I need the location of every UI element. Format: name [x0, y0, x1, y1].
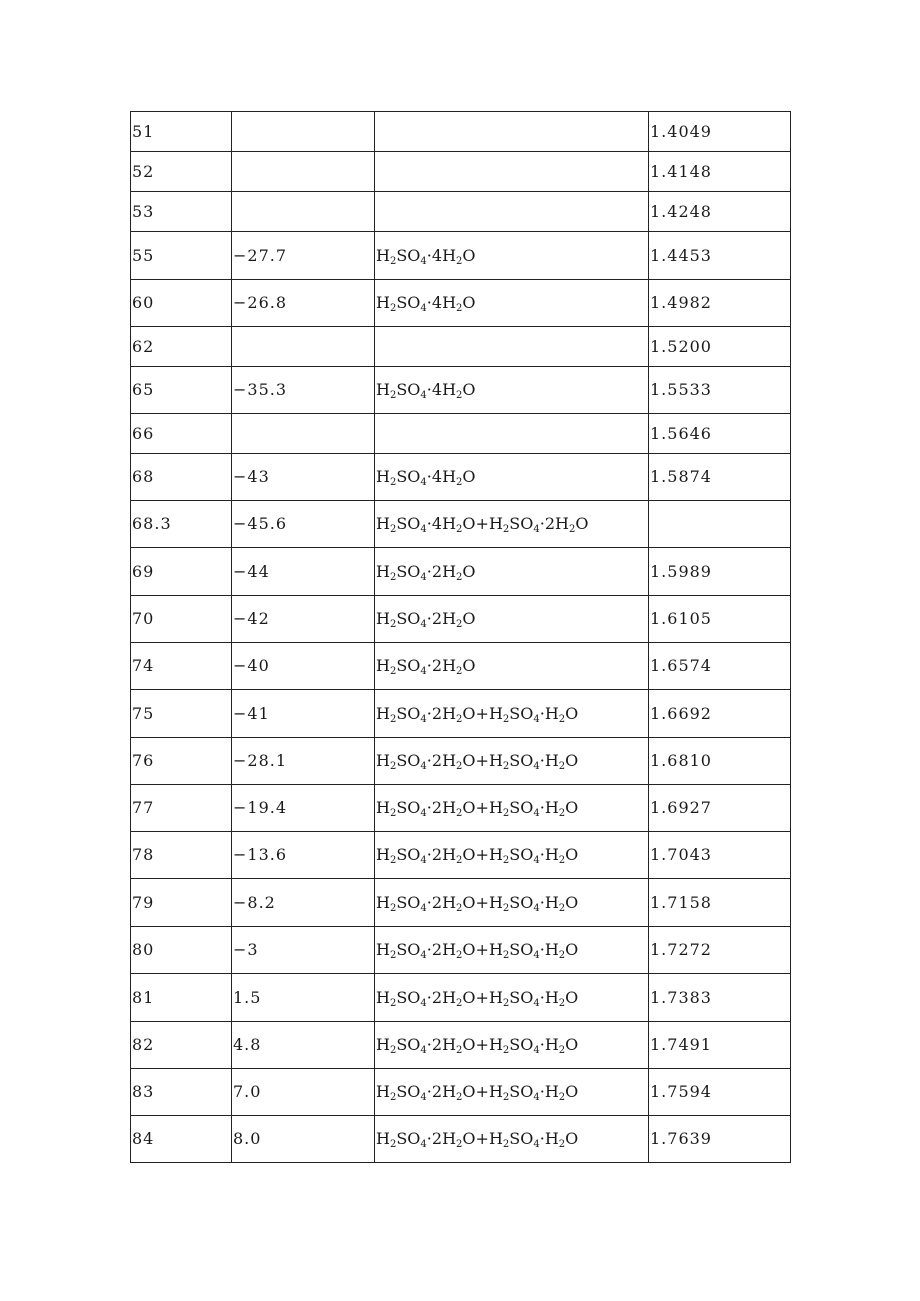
solid-phase-cell: $H_2SO_4\cdot 2H_2O$: [375, 548, 649, 596]
freezing-point-cell: −41: [232, 690, 375, 738]
concentration-cell: 60: [131, 280, 232, 327]
solid-phase-cell: $H_2SO_4\cdot 4H_2O+H_2SO_4\cdot 2H_2O$: [375, 501, 649, 548]
solid-phase-cell: $H_2SO_4\cdot 4H_2O$: [375, 367, 649, 414]
table-row: [131, 974, 791, 1022]
density-cell: 1.5200: [649, 327, 791, 367]
concentration-cell: 69: [131, 548, 232, 596]
table-row: [131, 879, 791, 927]
concentration-cell: 51: [131, 112, 232, 152]
density-cell: 1.4049: [649, 112, 791, 152]
table-row: [131, 1069, 791, 1116]
freezing-point-cell: −27.7: [232, 232, 375, 280]
table-row: [131, 596, 791, 643]
solid-phase-cell: $H_2SO_4\cdot 2H_2O$: [375, 643, 649, 690]
solid-phase-cell: [375, 152, 649, 192]
solid-phase-cell: [375, 192, 649, 232]
density-cell: [649, 501, 791, 548]
density-cell: 1.4248: [649, 192, 791, 232]
solid-phase-cell: [375, 414, 649, 454]
freezing-point-cell: [232, 152, 375, 192]
solid-phase-cell: $H_2SO_4\cdot 2H_2O+H_2SO_4\cdot H_2O$: [375, 1022, 649, 1069]
concentration-cell: 83: [131, 1069, 232, 1116]
table-row: [131, 454, 791, 501]
table-row: [131, 414, 791, 454]
solid-phase-cell: $H_2SO_4\cdot 4H_2O$: [375, 280, 649, 327]
density-cell: 1.7383: [649, 974, 791, 1022]
density-cell: 1.7491: [649, 1022, 791, 1069]
freezing-point-cell: −28.1: [232, 738, 375, 785]
freezing-point-cell: −8.2: [232, 879, 375, 927]
density-cell: 1.5989: [649, 548, 791, 596]
density-cell: 1.7158: [649, 879, 791, 927]
solid-phase-cell: $H_2SO_4\cdot 4H_2O$: [375, 454, 649, 501]
sulfuric-acid-freezing-table: [130, 111, 791, 1163]
table-row: [131, 1022, 791, 1069]
concentration-cell: 70: [131, 596, 232, 643]
solid-phase-cell: $H_2SO_4\cdot 4H_2O$: [375, 232, 649, 280]
concentration-cell: 82: [131, 1022, 232, 1069]
table-row: [131, 548, 791, 596]
table-row: [131, 327, 791, 367]
density-cell: 1.6810: [649, 738, 791, 785]
freezing-point-cell: −19.4: [232, 785, 375, 832]
solid-phase-cell: [375, 112, 649, 152]
density-cell: 1.6692: [649, 690, 791, 738]
concentration-cell: 81: [131, 974, 232, 1022]
concentration-cell: 76: [131, 738, 232, 785]
concentration-cell: 65: [131, 367, 232, 414]
table-row: [131, 280, 791, 327]
freezing-point-cell: −44: [232, 548, 375, 596]
density-cell: 1.4148: [649, 152, 791, 192]
table-row: [131, 1116, 791, 1163]
solid-phase-cell: $H_2SO_4\cdot 2H_2O+H_2SO_4\cdot H_2O$: [375, 879, 649, 927]
density-cell: 1.6574: [649, 643, 791, 690]
solid-phase-cell: $H_2SO_4\cdot 2H_2O+H_2SO_4\cdot H_2O$: [375, 785, 649, 832]
concentration-cell: 78: [131, 832, 232, 879]
solid-phase-cell: $H_2SO_4\cdot 2H_2O+H_2SO_4\cdot H_2O$: [375, 690, 649, 738]
density-cell: 1.7272: [649, 927, 791, 974]
freezing-point-cell: [232, 192, 375, 232]
table-row: [131, 785, 791, 832]
freezing-point-cell: 8.0: [232, 1116, 375, 1163]
freezing-point-cell: [232, 112, 375, 152]
table-body: [131, 112, 791, 1163]
freezing-point-cell: −42: [232, 596, 375, 643]
solid-phase-cell: [375, 327, 649, 367]
table-row: [131, 232, 791, 280]
table-row: [131, 643, 791, 690]
solid-phase-cell: $H_2SO_4\cdot 2H_2O+H_2SO_4\cdot H_2O$: [375, 1069, 649, 1116]
density-cell: 1.5646: [649, 414, 791, 454]
density-cell: 1.7043: [649, 832, 791, 879]
freezing-point-cell: [232, 414, 375, 454]
concentration-cell: 77: [131, 785, 232, 832]
freezing-point-cell: 4.8: [232, 1022, 375, 1069]
table-row: [131, 192, 791, 232]
concentration-cell: 66: [131, 414, 232, 454]
density-cell: 1.6927: [649, 785, 791, 832]
density-cell: 1.6105: [649, 596, 791, 643]
freezing-point-cell: 7.0: [232, 1069, 375, 1116]
table-row: [131, 152, 791, 192]
solid-phase-cell: $H_2SO_4\cdot 2H_2O$: [375, 596, 649, 643]
freezing-point-cell: [232, 327, 375, 367]
table-row: [131, 927, 791, 974]
concentration-cell: 53: [131, 192, 232, 232]
table-row: [131, 738, 791, 785]
table-row: [131, 112, 791, 152]
freezing-point-cell: −3: [232, 927, 375, 974]
solid-phase-cell: $H_2SO_4\cdot 2H_2O+H_2SO_4\cdot H_2O$: [375, 927, 649, 974]
table-row: [131, 501, 791, 548]
density-cell: 1.7594: [649, 1069, 791, 1116]
concentration-cell: 79: [131, 879, 232, 927]
freezing-point-cell: −13.6: [232, 832, 375, 879]
freezing-point-cell: 1.5: [232, 974, 375, 1022]
concentration-cell: 52: [131, 152, 232, 192]
concentration-cell: 74: [131, 643, 232, 690]
concentration-cell: 68: [131, 454, 232, 501]
table-row: [131, 367, 791, 414]
concentration-cell: 84: [131, 1116, 232, 1163]
solid-phase-cell: $H_2SO_4\cdot 2H_2O+H_2SO_4\cdot H_2O$: [375, 974, 649, 1022]
density-cell: 1.7639: [649, 1116, 791, 1163]
solid-phase-cell: $H_2SO_4\cdot 2H_2O+H_2SO_4\cdot H_2O$: [375, 738, 649, 785]
concentration-cell: 75: [131, 690, 232, 738]
density-cell: 1.5874: [649, 454, 791, 501]
freezing-point-cell: −40: [232, 643, 375, 690]
concentration-cell: 62: [131, 327, 232, 367]
density-cell: 1.5533: [649, 367, 791, 414]
concentration-cell: 80: [131, 927, 232, 974]
table-row: [131, 832, 791, 879]
freezing-point-cell: −26.8: [232, 280, 375, 327]
density-cell: 1.4982: [649, 280, 791, 327]
freezing-point-cell: −45.6: [232, 501, 375, 548]
table-row: [131, 690, 791, 738]
solid-phase-cell: $H_2SO_4\cdot 2H_2O+H_2SO_4\cdot H_2O$: [375, 1116, 649, 1163]
concentration-cell: 68.3: [131, 501, 232, 548]
density-cell: 1.4453: [649, 232, 791, 280]
freezing-point-cell: −35.3: [232, 367, 375, 414]
concentration-cell: 55: [131, 232, 232, 280]
solid-phase-cell: $H_2SO_4\cdot 2H_2O+H_2SO_4\cdot H_2O$: [375, 832, 649, 879]
freezing-point-cell: −43: [232, 454, 375, 501]
